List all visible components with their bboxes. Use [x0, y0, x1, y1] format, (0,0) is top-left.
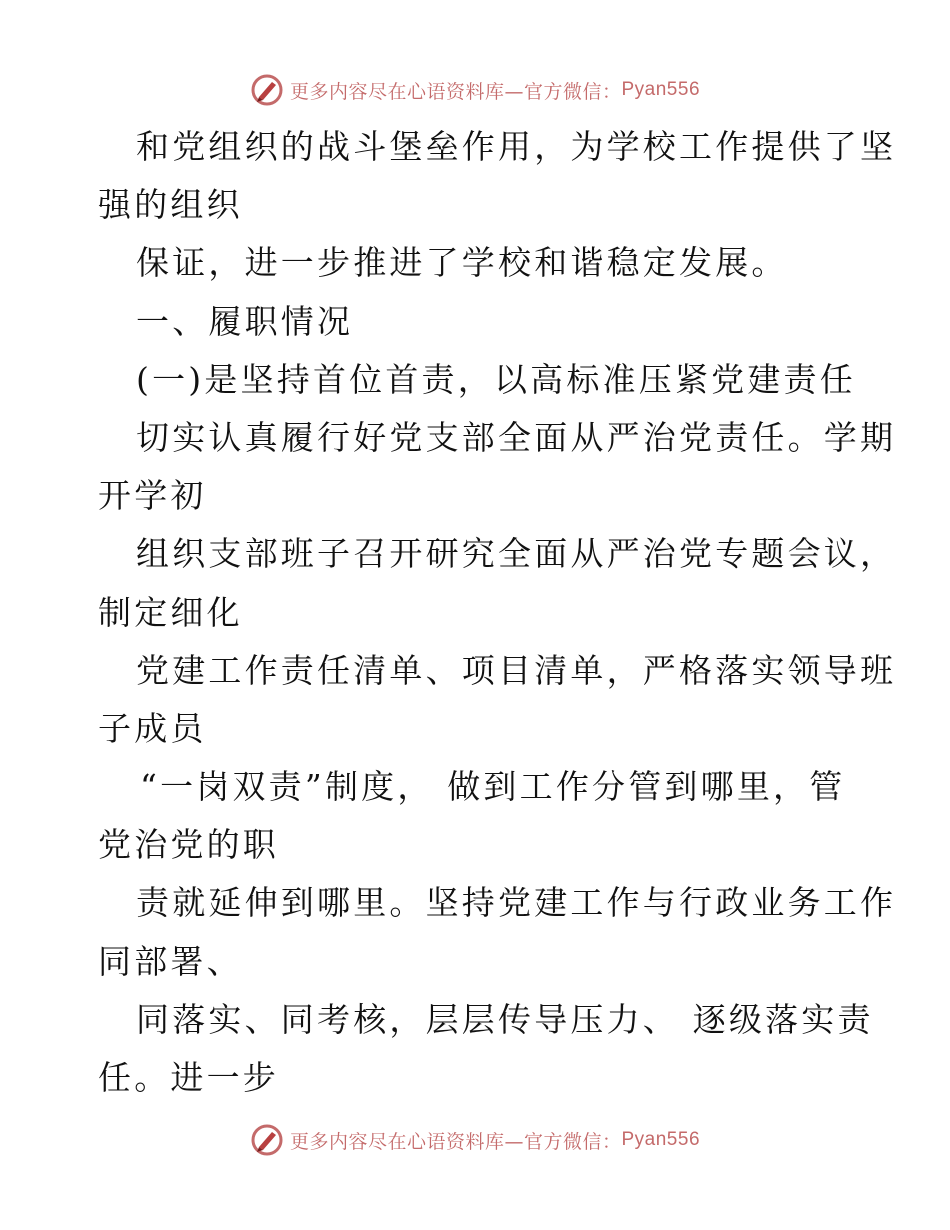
- watermark-text: 更多内容尽在心语资料库—官方微信：: [289, 1130, 622, 1153]
- text-line: 开学初: [98, 476, 207, 516]
- footer-watermark: [0, 1122, 950, 1158]
- text-line: 保证，进一步推进了学校和谐稳定发展。: [136, 243, 788, 283]
- pen-logo-icon: [250, 1123, 284, 1157]
- watermark-text: 更多内容尽在心语资料库—官方微信：: [289, 80, 622, 103]
- text-line: 切实认真履行好党支部全面从严治党责任。学期: [136, 417, 897, 457]
- watermark-account: Pyan556: [621, 1129, 701, 1150]
- text-line: 制定细化: [98, 592, 243, 632]
- subsection-heading: (一)是坚持首位首责，以高标准压紧党建责任: [136, 359, 856, 399]
- header-watermark: [0, 72, 950, 108]
- document-body: [98, 118, 897, 1107]
- text-line: 任。进一步: [98, 1058, 279, 1097]
- text-line: 和党组织的战斗堡垒作用，为学校工作提供了坚: [136, 127, 897, 166]
- text-line: 组织支部班子召开研究全面从严治党专题会议，: [136, 534, 897, 574]
- text-line: 同部署、: [98, 941, 243, 981]
- pen-logo-icon: [250, 73, 284, 107]
- text-line: 党建工作责任清单、项目清单，严格落实领导班: [136, 650, 897, 690]
- text-line: 强的组织: [98, 185, 243, 225]
- text-line: 同落实、同考核，层层传导压力、 逐级落实责: [136, 999, 874, 1039]
- text-line: “一岗双责”制度， 做到工作分管到哪里，管: [140, 767, 846, 807]
- section-heading: 一、履职情况: [136, 301, 354, 341]
- text-line: 责就延伸到哪里。坚持党建工作与行政业务工作: [136, 883, 897, 923]
- watermark-account: Pyan556: [621, 79, 701, 100]
- text-line: 子成员: [98, 708, 207, 748]
- text-line: 党治党的职: [98, 825, 279, 865]
